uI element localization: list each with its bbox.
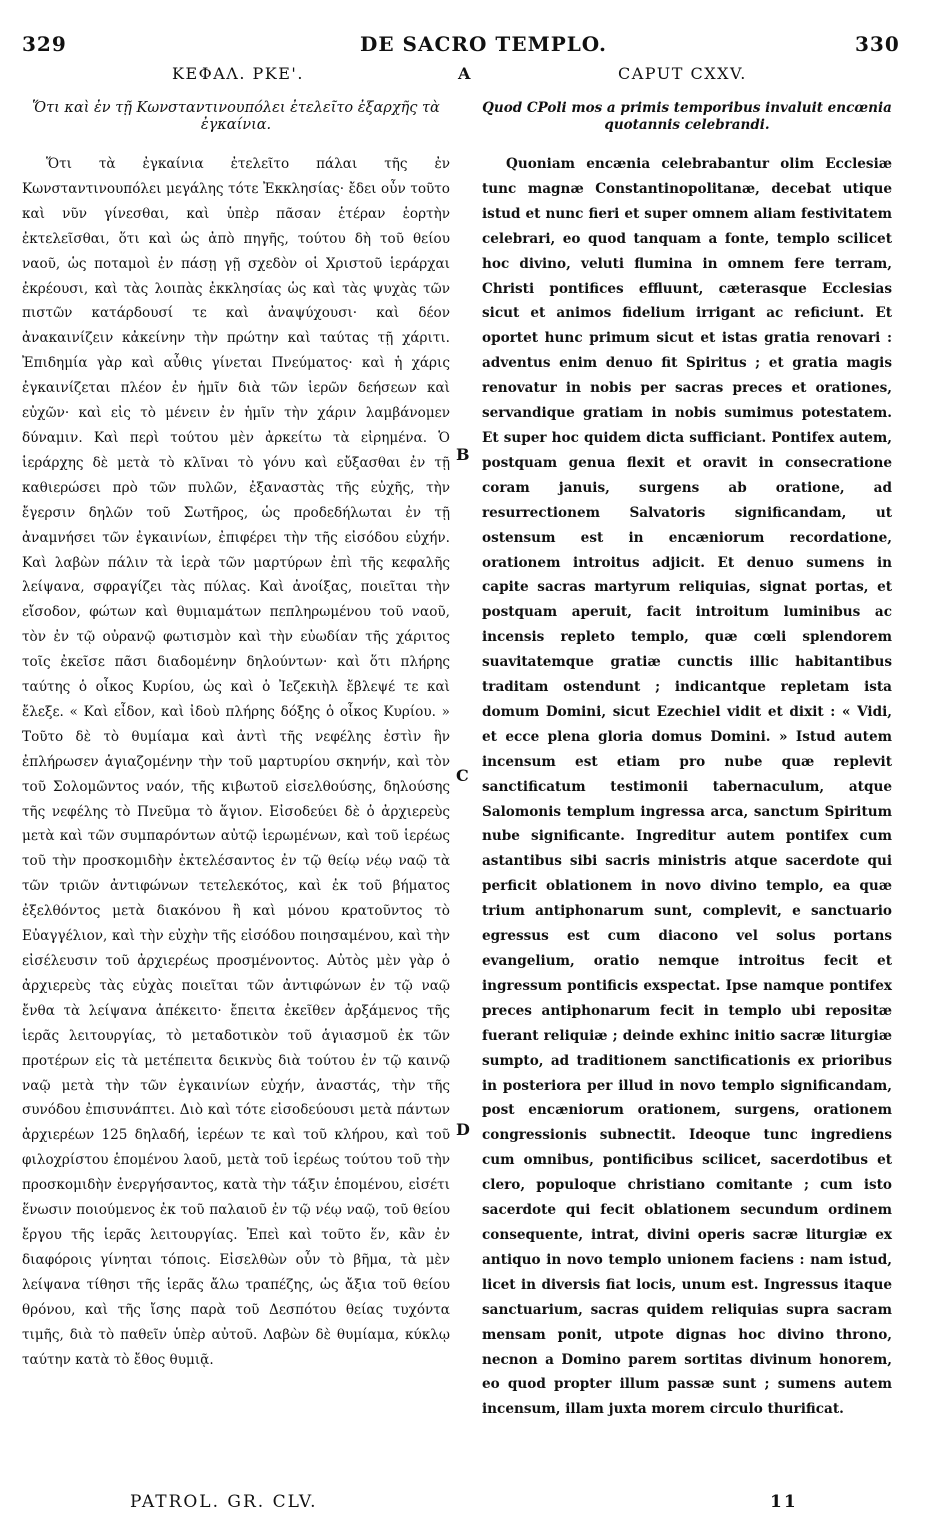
caput-greek: ΚΕΦΑΛ. ΡΚΕ'. — [172, 64, 304, 83]
footer-signature: 11 — [770, 1492, 798, 1512]
greek-chapter-title: Ὅτι καὶ ἐν τῇ Κωνσταντινουπόλει ἐτελεῖτο ἐξαρχῆς τὰ ἐγκαίνια. — [32, 100, 440, 133]
margin-letter-c: C — [456, 766, 469, 785]
page-number-left: 329 — [22, 32, 67, 56]
latin-text: Quoniam encænia celebrabantur olim Ecclesiæ tunc magnæ Constantinopolitanæ, decebat utique istud et nunc fieri et super omnem aliam festivitatem celebrari, eo quod tanquam a fonte, templo scilicet hoc divino, veluti flumina in omnem fere terram, Christi pontifices effluunt, cæterasque Ecclesias sicut et animos fidelium irrigant ac reficiunt. Et oportet hunc primum sicut et istas gratia renovari : adventus enim denuo fit Spiritus ; et gratia magis renovatur in nobis per sacras preces et orationes, servandique gratiam in nobis sumimus potestatem. Et super hoc quidem dicta sufficiant. Pontifex autem, postquam genua flexit et oravit in consecratione coram januis, surgens ab oratione, ad resurrectionem Salvatoris significandam, ut ostensum est in encæniorum recordatione, orationem introitus adjicit. Et denuo sumens in capite sacras martyrum reliquias, signat portas, et postquam aperuit, facit introitum luminibus ac incensis repleto templo, quæ cœli splendorem suavitatemque gratiæ cunctis illic habitantibus traditam ostendunt ; indicantque repletam ista domum Domini, sicut Ezechiel vidit et dixit : « Vidi, et ecce plena gloria domus Domini. » Istud autem incensum est etiam pro nube quæ replevit sanctificatum testimonii tabernaculum, atque Salomonis templum ingressa arca, sanctum Spiritum nube significante. Ingreditur autem pontifex cum astantibus sibi sacris ministris atque sacerdote qui perficit oblationem in novo divino templo, ea quæ trium antiphonarum sunt, complevit, e sanctuario egressus est cum diacono vel solus portans evangelium, oratio nemque introitus fecit et ingressum pontificis exspectat. Ipse namque pontifex preces antiphonarum fecit in templo ubi repositæ fuerant reliquiæ ; deinde exhinc initio sacræ liturgiæ sumpto, ad traditionem sanctificationis ex prioribus in posteriora per illud in novo templo significandam, post encæniorum orationem, surgens, orationem congressionis subnectit. Ideoque tunc ingrediens cum omnibus, pontificibus scilicet, sacerdotibus et clero, populoque christiano comitante ; cum isto sacerdote qui fecit oblationem secundum ordinem consequente, intrat, divini operis sacræ liturgiæ ex antiquo in novo templo unionem faciens : nam istud, licet in diversis fiat locis, unum est. Ingressus itaque sanctuarium, sacras quidem reliquias supra sacram mensam ponit, utpote dignas hoc divino throno, necnon a Domino parem sortitas divinum honorem, eo quod propter illum passæ sunt ; sumens autem incensum, illam juxta morem circulo thurificat. — [482, 156, 892, 1418]
caput-latin: CAPUT CXXV. — [618, 64, 747, 83]
latin-chapter-title: Quod CPoli mos a primis temporibus invaluit encœnia quotannis celebrandi. — [482, 100, 892, 133]
running-title: DE SACRO TEMPLO. — [360, 32, 608, 56]
margin-letter-b: B — [456, 445, 470, 464]
greek-column — [22, 100, 450, 1372]
margin-letter-a: A — [458, 64, 472, 83]
footer-series: PATROL. GR. CLV. — [130, 1492, 318, 1512]
greek-text: Ὅτι τὰ ἐγκαίνια ἐτελεῖτο πάλαι τῆς ἐν Κωνσταντινουπόλει μεγάλης τότε Ἐκκλησίας· ἔδει οὖν τοῦτο καὶ νῦν γίνεσθαι, καὶ ὑπὲρ πᾶσαν ἑτέραν ἑορτὴν ἐκτελεῖσθαι, ὅτι καὶ ὡς ἀπὸ πηγῆς, τούτου δὴ τοῦ θείου ναοῦ, ὡς ποταμοὶ ἐν πάσῃ γῇ σχεδὸν οἱ Χριστοῦ ἱεράρχαι ἐκρέουσι, καὶ τὰς λοιπὰς ἐκκλησίας ὡς καὶ τὰς ψυχὰς τῶν πιστῶν κατάρδουσί τε καὶ ἀναψύχουσι· καὶ δέον ἀνακαινίζειν κἀκείνην τὴν πρώτην καὶ ταύτας τῇ χάριτι. Ἐπιδημία γὰρ καὶ αὖθις γίνεται Πνεύματος· καὶ ἡ χάρις ἐγκαινίζεται πλέον ἐν ἡμῖν διὰ τῶν ἱερῶν δεήσεων καὶ εὐχῶν· καὶ εἰς τὸ μένειν ἐν ἡμῖν τὴν χάριν λαμβάνομεν δύναμιν. Καὶ περὶ τούτου μὲν ἀρκείτω τὰ εἰρημένα. Ὁ ἱεράρχης δὲ μετὰ τὸ κλῖναι τὸ γόνυ καὶ εὔξασθαι ἐν τῇ καθιερώσει πρὸ τῶν πυλῶν, ἐξαναστὰς τῆς εὐχῆς, τὴν ἔγερσιν δηλῶν τοῦ Σωτῆρος, ὡς προδεδήλωται ἐν τῇ ἀναμνήσει τῶν ἐγκαινίων, ἐπιφέρει τὴν τῆς εἰσόδου εὐχήν. Καὶ λαβὼν πάλιν τὰ ἱερὰ τῶν μαρτύρων ἐπὶ τῆς κεφαλῆς λείψανα, σφραγίζει τὰς πύλας. Καὶ ἀνοίξας, ποιεῖται τὴν εἴσοδον, φώτων καὶ θυμιαμάτων πεπληρωμένου τοῦ ναοῦ, τὸν ἐν τῷ οὐρανῷ φωτισμὸν καὶ τὴν εὐωδίαν τῆς χάριτος τοῖς ἐκεῖσε πᾶσι διαδομένην δηλούντων· καὶ ὅτι πλήρης ταύτης ὁ οἶκος Κυρίου, ὡς καὶ ὁ Ἰεζεκιὴλ ἔβλεψέ τε καὶ ἔλεξε. « Καὶ εἶδον, καὶ ἰδοὺ πλήρης δόξης ὁ οἶκος Κυρίου. » Τοῦτο δὲ τὸ θυμίαμα καὶ ἀντὶ τῆς νεφέλης ἐστὶν ἣν ἐπλήρωσεν ἁγιαζομένην τὴν τοῦ μαρτυρίου σκηνήν, καὶ τὸν τοῦ Σολομῶντος ναόν, τῆς κιβωτοῦ εἰσελθούσης, δηλούσης τῆς νεφέλης τὸ Πνεῦμα τὸ ἅγιον. Εἰσοδεύει δὲ ὁ ἀρχιερεὺς μετὰ καὶ τῶν συμπαρόντων αὐτῷ ἱερωμένων, καὶ τοῦ ἱερέως τοῦ τὴν προσκομιδὴν ἐκτελέσαντος ἐν τῷ θείῳ νέῳ ναῷ τὰ τῶν τριῶν ἀντιφώνων τετελεκότος, καὶ ἐκ τοῦ βήματος ἐξελθόντος μετὰ διακόνου ἢ καὶ μόνου κρατοῦντος τὸ Εὐαγγέλιον, καὶ τὴν εὐχὴν τῆς εἰσόδου ποιησαμένου, καὶ τὴν εἰσέλευσιν τοῦ ἀρχιερέως προσμένοντος. Αὐτὸς μὲν γὰρ ὁ ἀρχιερεὺς τὰς εὐχὰς ποιεῖται τῶν ἀντιφώνων ἐν τῷ ναῷ ἔνθα τὰ λείψανα ἀπέκειτο· ἔπειτα ἐκεῖθεν ἀρξάμενος τῆς ἱερᾶς λειτουργίας, τὸ μεταδοτικὸν τοῦ ἁγιασμοῦ ἐκ τῶν προτέρων εἰς τὰ μετέπειτα δεικνὺς διὰ τούτου ἐν τῷ καινῷ ναῷ μετὰ τὴν τῶν ἐγκαινίων εὐχήν, ἀναστάς, τὴν τῆς συνόδου ἐπισυνάπτει. Διὸ καὶ τότε εἰσοδεύουσι μετὰ πάντων ἀρχιερέων 125 δηλαδή, ἱερέων τε καὶ τοῦ κλήρου, καὶ τοῦ φιλοχρίστου ἑπομένου λαοῦ, μετὰ τοῦ ἱερέως τούτου τοῦ τὴν προσκομιδὴν ἐνεργήσαντος, κατὰ τὴν τάξιν ἑπομένου, εἰσέτι ἕνωσιν ποιούμενος ἐκ τοῦ παλαιοῦ ἐν τῷ νέῳ ναῷ, τοῦ θείου ἔργου τῆς ἱερᾶς λειτουργίας. Ἐπεὶ καὶ τοῦτο ἕν, κἂν ἐν διαφόροις γίνηται τόποις. Εἰσελθὼν οὖν τὸ βῆμα, τὰ μὲν λείψανα τίθησι τῆς ἱερᾶς ἄλω τραπέζης, ὡς ἄξια τοῦ θείου θρόνου, καὶ τῆς ἴσης παρὰ τοῦ Δεσπότου θείας τυχόντα τιμῆς, διὰ τὸ παθεῖν ὑπὲρ αὐτοῦ. Λαβὼν δὲ θυμίαμα, κύκλῳ ταύτην κατὰ τὸ ἔθος θυμιᾷ. — [22, 156, 450, 1368]
margin-letter-d: D — [456, 1120, 470, 1139]
latin-column — [482, 100, 892, 1422]
page-number-right: 330 — [855, 32, 900, 56]
